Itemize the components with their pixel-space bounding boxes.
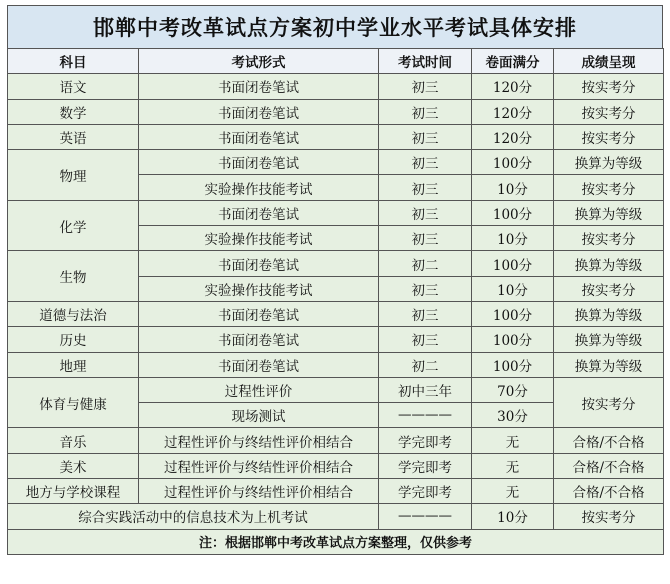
exam-form-cell: 书面闭卷笔试 xyxy=(139,327,379,352)
exam-form-cell: 书面闭卷笔试 xyxy=(139,150,379,175)
exam-form-cell: 实验操作技能考试 xyxy=(139,226,379,251)
exam-time-cell: 学完即考 xyxy=(379,479,472,504)
exam-time-cell: 初三 xyxy=(379,99,472,124)
full-score-cell: 100分 xyxy=(472,301,554,326)
exam-form-cell: 过程性评价 xyxy=(139,377,379,402)
full-score-cell: 70分 xyxy=(472,377,554,402)
table-row xyxy=(8,504,664,529)
full-score-cell: 100分 xyxy=(472,352,554,377)
table-row xyxy=(8,124,664,149)
table-row xyxy=(8,479,664,504)
exam-form-cell: 过程性评价与终结性评价相结合 xyxy=(139,428,379,453)
exam-time-cell: 初三 xyxy=(379,150,472,175)
full-score-cell: 100分 xyxy=(472,200,554,225)
full-score-cell: 无 xyxy=(472,453,554,478)
subject-cell: 地理 xyxy=(8,352,139,377)
exam-form-cell: 书面闭卷笔试 xyxy=(139,124,379,149)
subject-cell: 化学 xyxy=(8,200,139,251)
subject-cell: 英语 xyxy=(8,124,139,149)
full-score-cell: 无 xyxy=(472,479,554,504)
header-exam-time: 考试时间 xyxy=(379,49,472,74)
subject-cell: 生物 xyxy=(8,251,139,302)
result-display-cell: 换算为等级 xyxy=(554,150,664,175)
exam-time-cell: 初三 xyxy=(379,175,472,200)
full-score-cell: 120分 xyxy=(472,74,554,99)
subject-cell: 数学 xyxy=(8,99,139,124)
subject-cell: 体育与健康 xyxy=(8,377,139,428)
exam-time-cell: 初三 xyxy=(379,74,472,99)
exam-form-cell: 现场测试 xyxy=(139,403,379,428)
exam-arrangement-document xyxy=(7,5,663,555)
exam-table xyxy=(7,48,664,555)
subject-cell: 地方与学校课程 xyxy=(8,479,139,504)
exam-time-cell: 初二 xyxy=(379,352,472,377)
exam-time-cell: 初中三年 xyxy=(379,377,472,402)
result-display-cell: 合格/不合格 xyxy=(554,453,664,478)
exam-time-cell: 初三 xyxy=(379,124,472,149)
table-row xyxy=(8,200,664,225)
exam-time-cell: 初三 xyxy=(379,327,472,352)
full-score-cell: 10分 xyxy=(472,175,554,200)
result-display-cell: 换算为等级 xyxy=(554,301,664,326)
exam-form-cell: 过程性评价与终结性评价相结合 xyxy=(139,453,379,478)
subject-cell: 综合实践活动中的信息技术为上机考试 xyxy=(8,504,379,529)
exam-form-cell: 书面闭卷笔试 xyxy=(139,352,379,377)
result-display-cell: 按实考分 xyxy=(554,175,664,200)
result-display-cell: 换算为等级 xyxy=(554,327,664,352)
exam-time-cell: 初三 xyxy=(379,276,472,301)
exam-form-cell: 实验操作技能考试 xyxy=(139,276,379,301)
result-display-cell: 合格/不合格 xyxy=(554,479,664,504)
full-score-cell: 120分 xyxy=(472,124,554,149)
exam-form-cell: 书面闭卷笔试 xyxy=(139,74,379,99)
header-subject: 科目 xyxy=(8,49,139,74)
subject-cell: 音乐 xyxy=(8,428,139,453)
table-row xyxy=(8,251,664,276)
exam-form-cell: 书面闭卷笔试 xyxy=(139,301,379,326)
header-result-display: 成绩呈现 xyxy=(554,49,664,74)
exam-form-cell: 书面闭卷笔试 xyxy=(139,99,379,124)
full-score-cell: 10分 xyxy=(472,276,554,301)
exam-time-cell: 初三 xyxy=(379,226,472,251)
subject-cell: 道德与法治 xyxy=(8,301,139,326)
exam-time-cell: ———— xyxy=(379,403,472,428)
full-score-cell: 120分 xyxy=(472,99,554,124)
subject-cell: 美术 xyxy=(8,453,139,478)
exam-form-cell: 书面闭卷笔试 xyxy=(139,200,379,225)
subject-cell: 语文 xyxy=(8,74,139,99)
table-row xyxy=(8,150,664,175)
result-display-cell: 按实考分 xyxy=(554,504,664,529)
exam-time-cell: ———— xyxy=(379,504,472,529)
table-row xyxy=(8,377,664,402)
exam-time-cell: 初二 xyxy=(379,251,472,276)
result-display-cell: 按实考分 xyxy=(554,74,664,99)
exam-form-cell: 过程性评价与终结性评价相结合 xyxy=(139,479,379,504)
header-full-score: 卷面满分 xyxy=(472,49,554,74)
full-score-cell: 无 xyxy=(472,428,554,453)
full-score-cell: 100分 xyxy=(472,327,554,352)
table-row xyxy=(8,428,664,453)
table-row xyxy=(8,301,664,326)
page-title: 邯郸中考改革试点方案初中学业水平考试具体安排 xyxy=(7,5,663,49)
result-display-cell: 合格/不合格 xyxy=(554,428,664,453)
result-display-cell: 按实考分 xyxy=(554,276,664,301)
result-display-cell: 按实考分 xyxy=(554,99,664,124)
result-display-cell: 按实考分 xyxy=(554,124,664,149)
exam-time-cell: 初三 xyxy=(379,200,472,225)
table-row xyxy=(8,74,664,99)
result-display-cell: 按实考分 xyxy=(554,377,664,428)
exam-form-cell: 实验操作技能考试 xyxy=(139,175,379,200)
full-score-cell: 10分 xyxy=(472,504,554,529)
result-display-cell: 换算为等级 xyxy=(554,200,664,225)
exam-time-cell: 学完即考 xyxy=(379,428,472,453)
result-display-cell: 换算为等级 xyxy=(554,251,664,276)
result-display-cell: 按实考分 xyxy=(554,226,664,251)
table-row xyxy=(8,327,664,352)
full-score-cell: 10分 xyxy=(472,226,554,251)
full-score-cell: 100分 xyxy=(472,150,554,175)
header-exam-form: 考试形式 xyxy=(139,49,379,74)
result-display-cell: 换算为等级 xyxy=(554,352,664,377)
footnote: 注：根据邯郸中考改革试点方案整理，仅供参考 xyxy=(8,529,664,554)
exam-form-cell: 书面闭卷笔试 xyxy=(139,251,379,276)
full-score-cell: 100分 xyxy=(472,251,554,276)
table-row xyxy=(8,352,664,377)
subject-cell: 物理 xyxy=(8,150,139,201)
table-header-row xyxy=(8,49,664,74)
full-score-cell: 30分 xyxy=(472,403,554,428)
table-row xyxy=(8,453,664,478)
exam-time-cell: 学完即考 xyxy=(379,453,472,478)
exam-time-cell: 初三 xyxy=(379,301,472,326)
subject-cell: 历史 xyxy=(8,327,139,352)
note-row xyxy=(8,529,664,554)
table-row xyxy=(8,99,664,124)
